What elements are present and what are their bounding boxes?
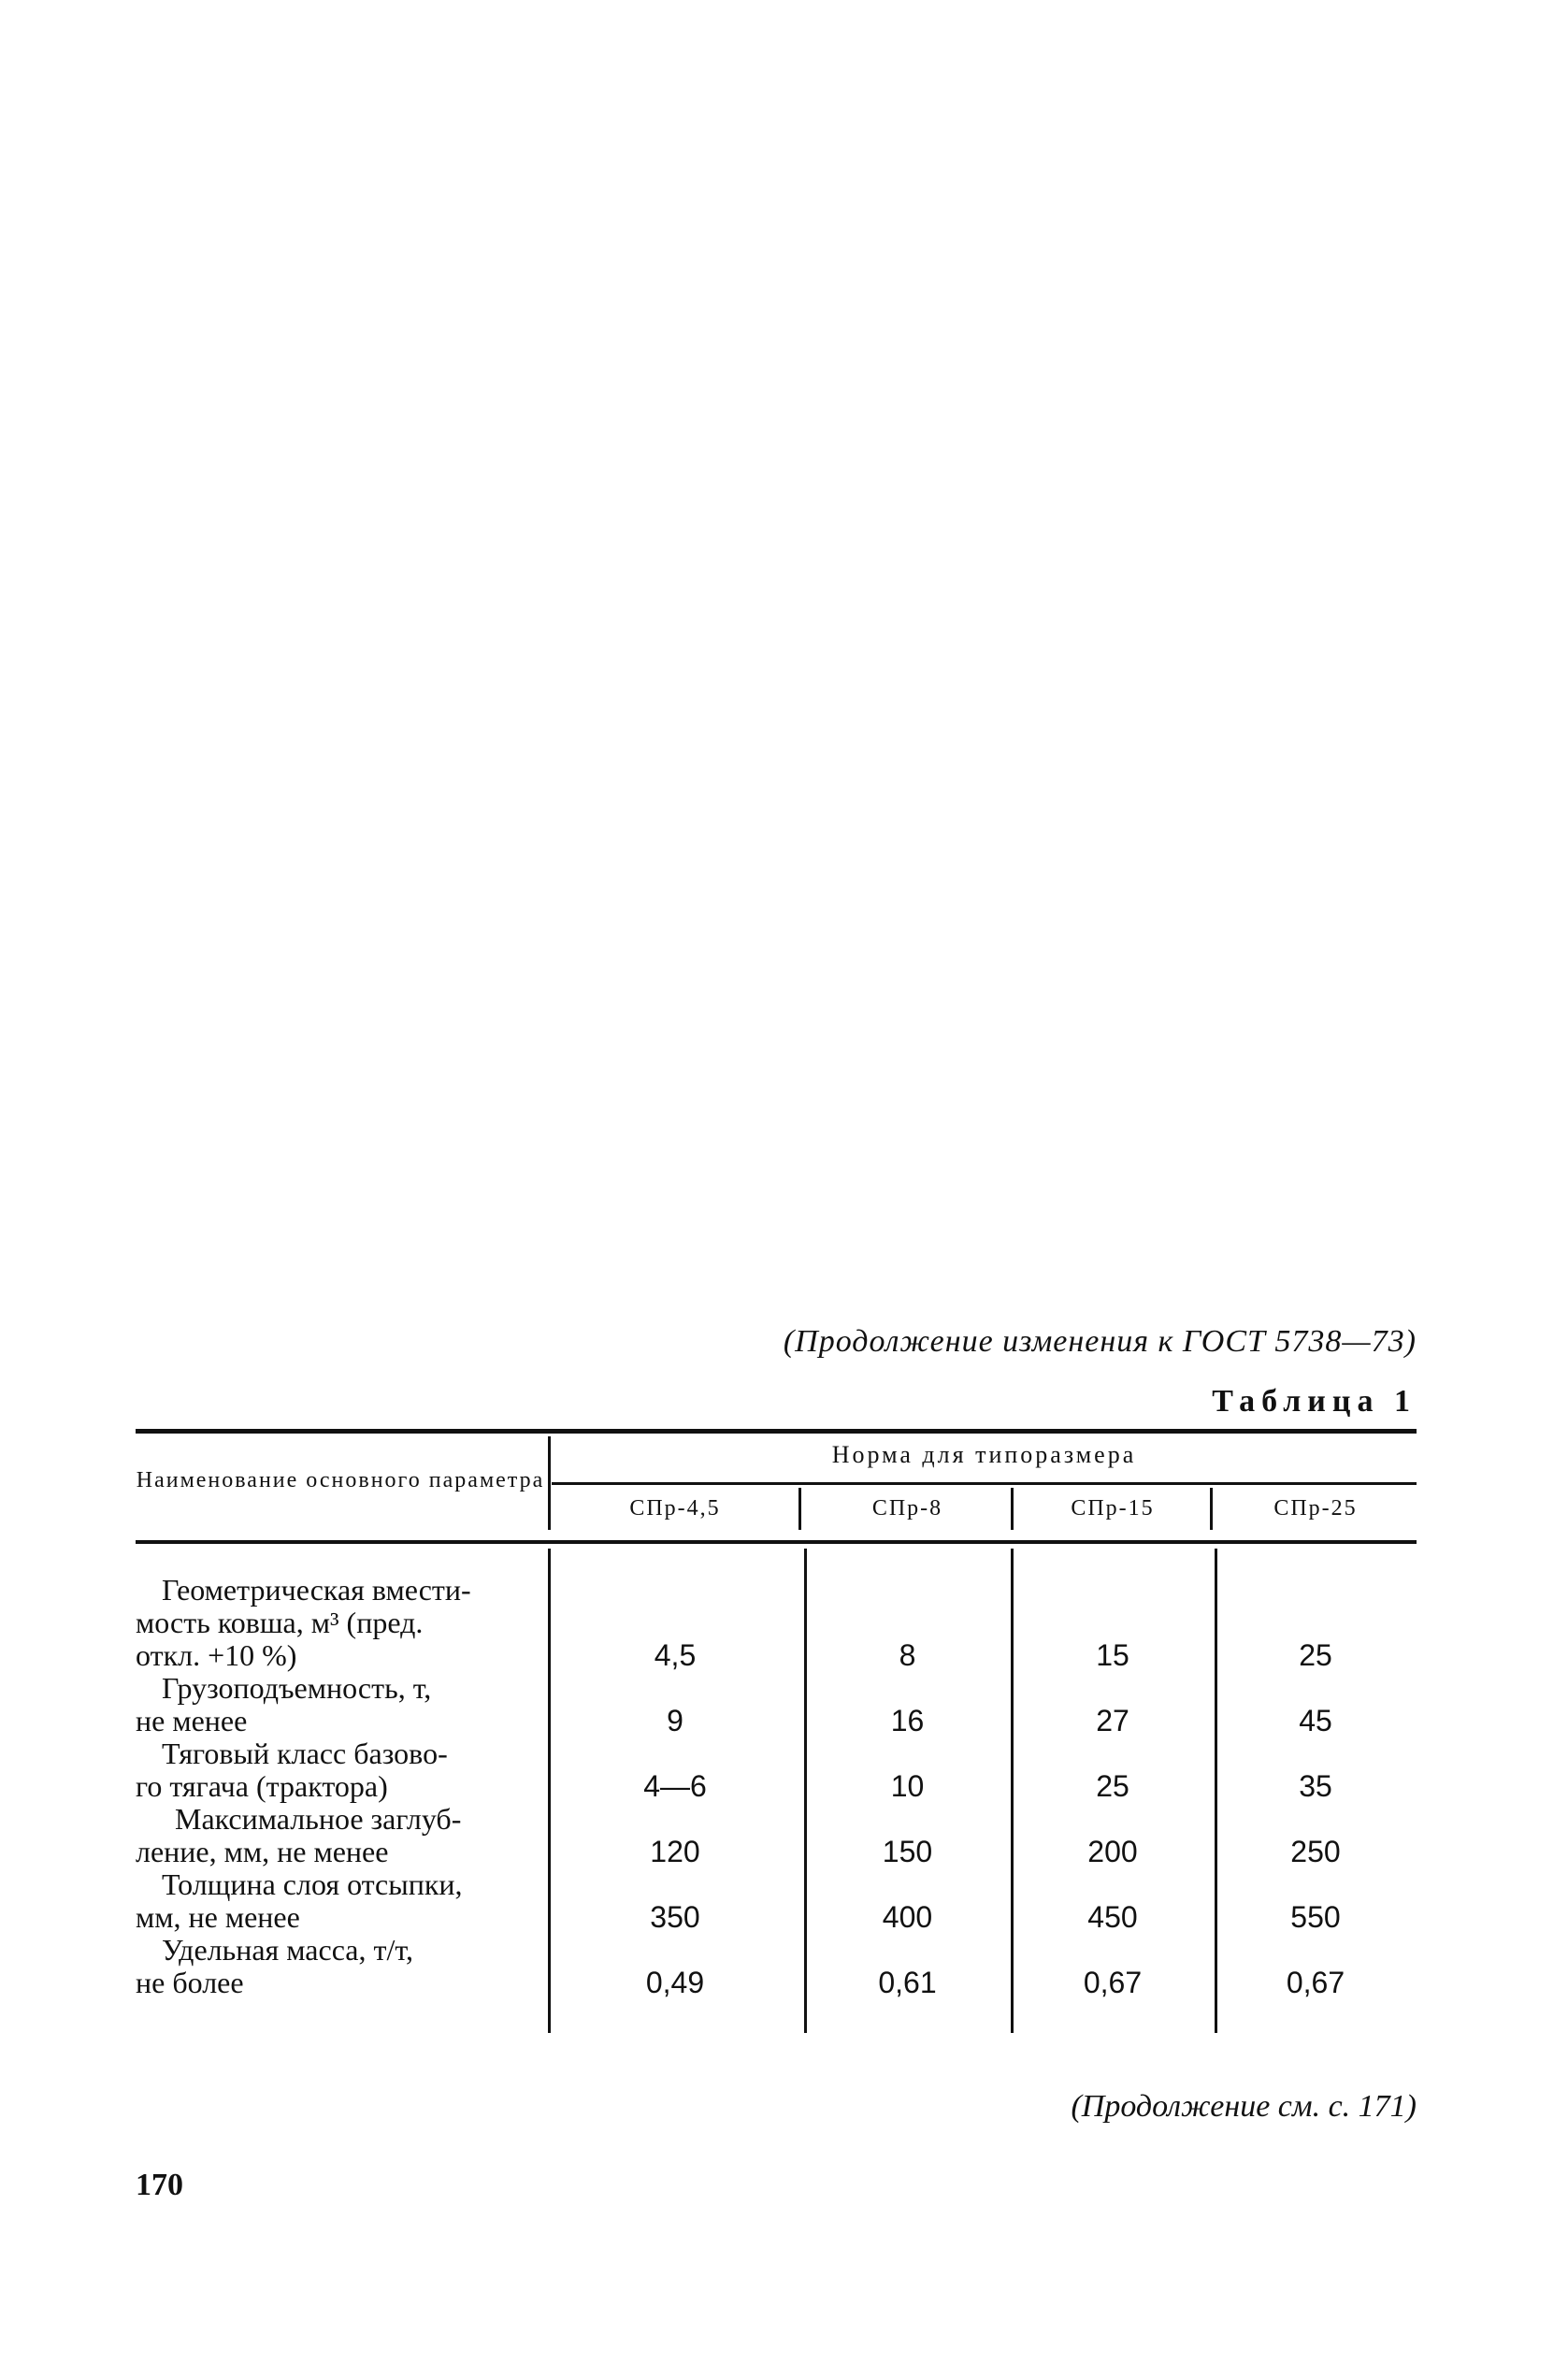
table-cell: 9 xyxy=(667,1704,683,1737)
table-cell: 0,67 xyxy=(1083,1966,1143,1999)
table-row-label xyxy=(136,1934,533,1999)
column-header: СПр-4,5 xyxy=(629,1496,721,1521)
label-line: мость ковша, м³ (пред. xyxy=(136,1606,424,1639)
label-line: ление, мм, не менее xyxy=(136,1835,389,1868)
table-cell: 15 xyxy=(1096,1638,1129,1672)
label-line: Удельная масса, т/т, xyxy=(162,1933,413,1967)
norm-header: Норма для типоразмера xyxy=(831,1441,1137,1468)
label-line: не более xyxy=(136,1966,244,1999)
table-cell: 25 xyxy=(1096,1769,1129,1803)
label-line: Толщина слоя отсыпки, xyxy=(162,1867,463,1901)
column-header: СПр-15 xyxy=(1071,1496,1155,1521)
table-row-label xyxy=(136,1803,533,1868)
table-row-label xyxy=(136,1672,533,1737)
header-divider-main xyxy=(548,1436,551,1530)
table-cell: 350 xyxy=(650,1900,700,1934)
header-divider-1 xyxy=(798,1488,801,1530)
table-row-label xyxy=(136,1868,533,1934)
table-cell: 10 xyxy=(890,1769,925,1803)
table-row-label xyxy=(136,1574,533,1672)
table-cell: 4,5 xyxy=(654,1638,697,1672)
table-cell: 400 xyxy=(882,1900,933,1934)
table-cell: 120 xyxy=(650,1835,700,1868)
label-line: го тягача (трактора) xyxy=(136,1769,388,1803)
label-line: Геометрическая вмести- xyxy=(162,1573,471,1607)
label-line: Грузоподъемность, т, xyxy=(162,1671,432,1705)
table-cell: 150 xyxy=(882,1835,933,1868)
table-cell: 250 xyxy=(1290,1835,1341,1868)
table-cell: 550 xyxy=(1290,1900,1341,1934)
continuation-note-bottom: (Продолжение см. с. 171) xyxy=(1071,2089,1417,2124)
table-row-label xyxy=(136,1737,533,1803)
label-line: Тяговый класс базово- xyxy=(162,1737,448,1770)
norm-header-rule xyxy=(552,1482,1417,1485)
table-cell: 8 xyxy=(899,1638,916,1672)
table-cell: 16 xyxy=(890,1704,925,1737)
body-divider-main xyxy=(548,1549,551,2033)
continuation-note-top: (Продолжение изменения к ГОСТ 5738—73) xyxy=(783,1324,1417,1359)
table-cell: 35 xyxy=(1299,1769,1332,1803)
table-cell: 27 xyxy=(1096,1704,1129,1737)
table-cell: 45 xyxy=(1299,1704,1332,1737)
label-line: откл. +10 %) xyxy=(136,1638,297,1672)
column-header: СПр-8 xyxy=(871,1496,943,1521)
table-cell: 200 xyxy=(1087,1835,1138,1868)
column-header: СПр-25 xyxy=(1273,1496,1358,1521)
label-line: не менее xyxy=(136,1704,248,1737)
page-number: 170 xyxy=(136,2168,183,2202)
table-cell: 25 xyxy=(1299,1638,1332,1672)
table-cell: 0,67 xyxy=(1286,1966,1345,1999)
param-header: Наименование основного параметра xyxy=(136,1468,545,1492)
table-cell: 0,61 xyxy=(878,1966,937,1999)
header-bottom-rule xyxy=(136,1540,1417,1544)
table-cell: 450 xyxy=(1087,1900,1138,1934)
table-cell: 4—6 xyxy=(643,1769,707,1803)
table-top-rule xyxy=(136,1429,1417,1434)
table-title: Таблица 1 xyxy=(1212,1384,1417,1419)
label-line: Максимальное заглуб- xyxy=(175,1802,462,1836)
label-line: мм, не менее xyxy=(136,1900,300,1934)
table-cell: 0,49 xyxy=(645,1966,705,1999)
